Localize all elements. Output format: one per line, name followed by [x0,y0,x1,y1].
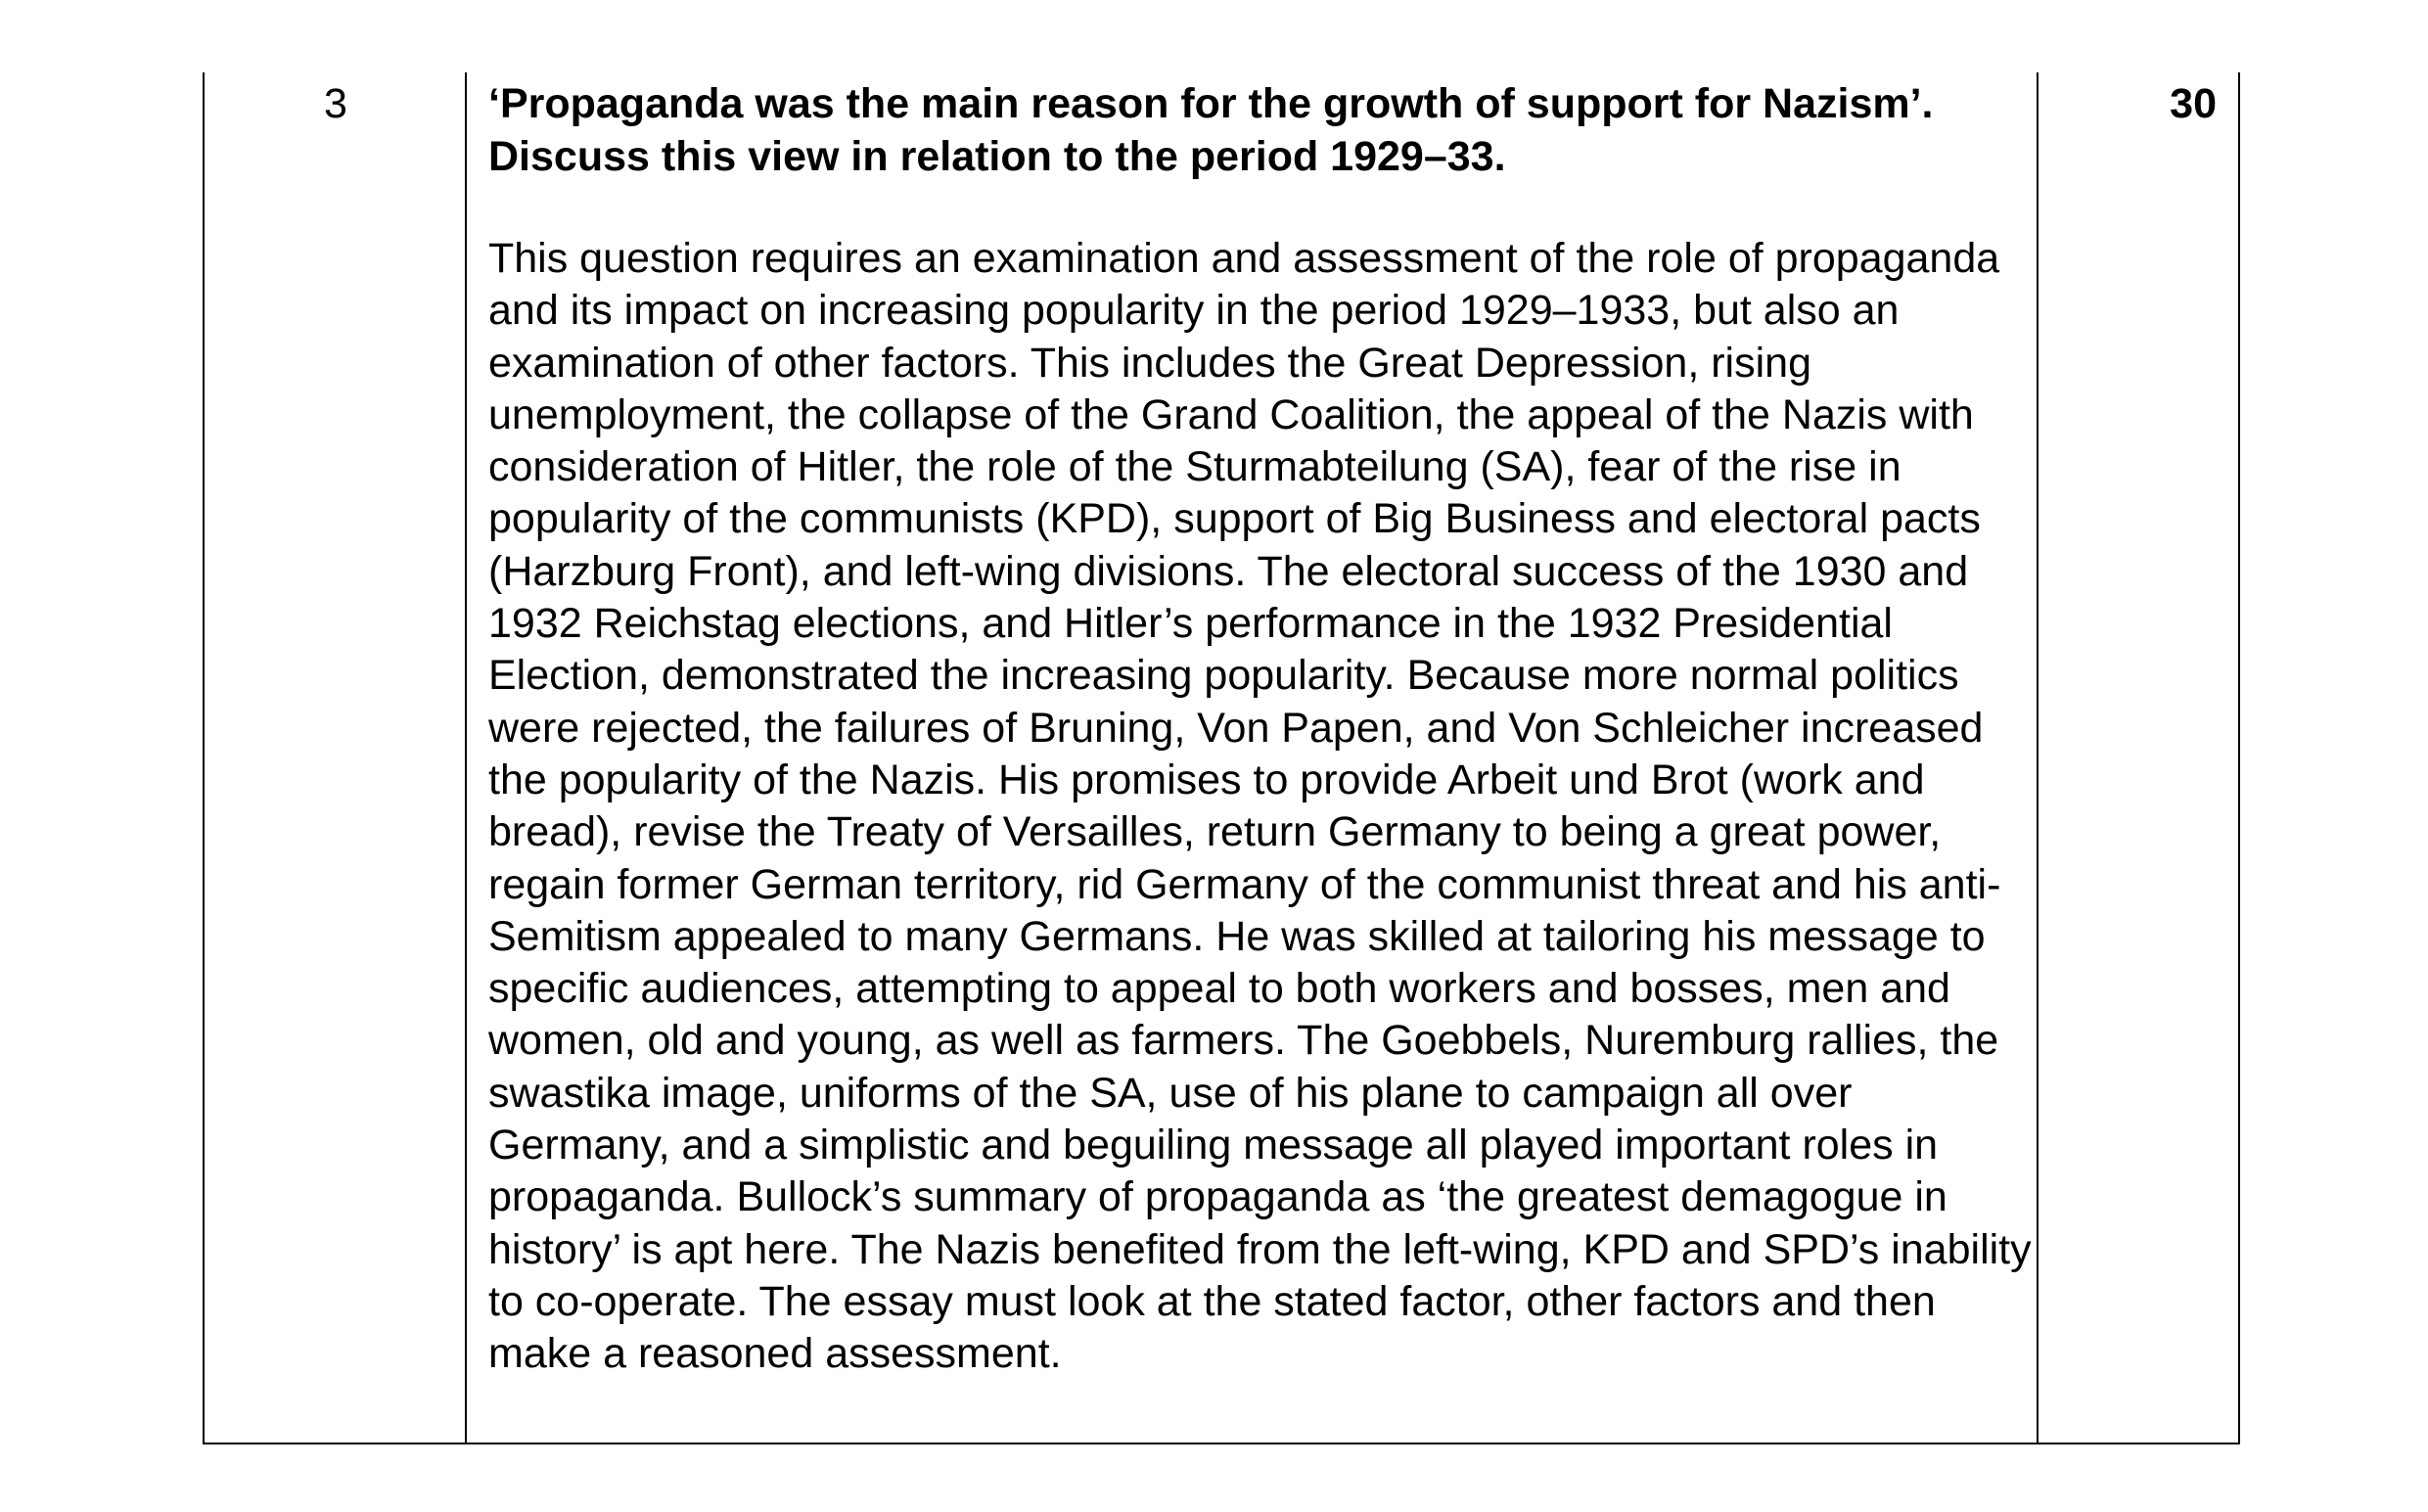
question-number-cell [205,72,467,1443]
marks-cell [2039,72,2238,1443]
question-marks: 30 [2170,80,2217,127]
question-content-cell [467,72,2039,1443]
question-title: ‘Propaganda was the main reason for the growth of support for Nazism’. Discuss this view in relation to the period 1929–33. [488,80,1934,180]
question-number: 3 [324,80,347,127]
mark-scheme-table [203,72,2240,1444]
marking-guidance: This question requires an examination and assessment of the role of propaganda and its impact on increasing popularity in the period 1929–1933, but also an examination of other factors. This includes the Great Depression, rising unemployment, the collapse of the Grand Coalition, the appeal of the Nazis with consideration of Hitler, the role of the Sturmabteilung (SA), fear of the rise in popularity of the communists (KPD), support of Big Business and electoral pacts (Harzburg Front), and left-wing divisions. The electoral success of the 1930 and 1932 Reichstag elections, and Hitler’s performance in the 1932 Presidential Election, demonstrated the increasing popularity. Because more normal politics were rejected, the failures of Bruning, Von Papen, and Von Schleicher increased the popularity of the Nazis. His promises to provide Arbeit und Brot (work and bread), revise the Treaty of Versailles, return Germany to being a great power, regain former German territory, rid Germany of the communist threat and his anti-Semitism appealed to many Germans. He was skilled at tailoring his message to specific audiences, attempting to appeal to both workers and bosses, men and women, old and young, as well as farmers. The Goebbels, Nuremburg rallies, the swastika image, uniforms of the SA, use of his plane to campaign all over Germany, and a simplistic and beguiling message all played important roles in propaganda. Bullock’s summary of propaganda as ‘the greatest demagogue in history’ is apt here. The Nazis benefited from the left-wing, KPD and SPD’s inability to co-operate. The essay must look at the stated factor, other factors and then make a reasoned assessment. [488,235,2032,1378]
